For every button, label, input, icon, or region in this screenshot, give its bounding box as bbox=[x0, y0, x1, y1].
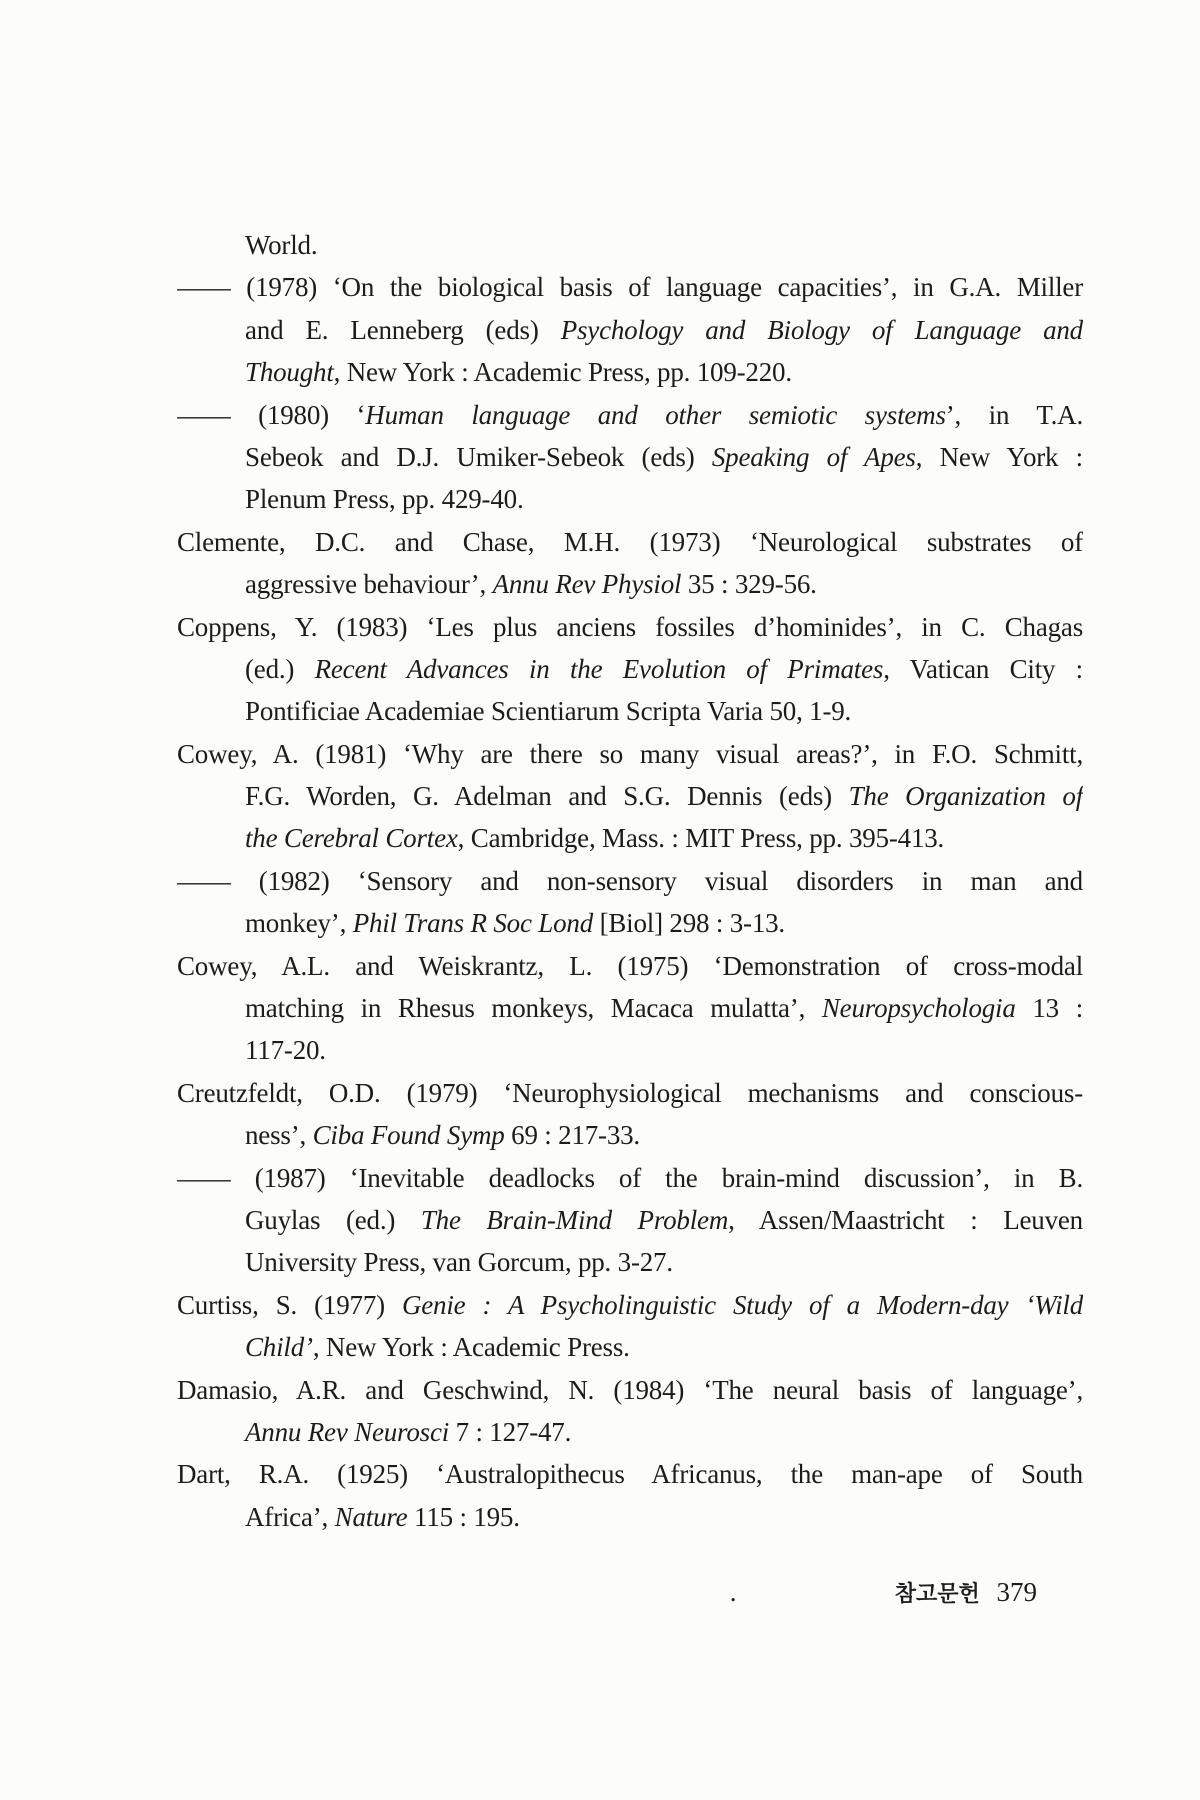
reference-line bbox=[177, 224, 1083, 266]
reference-text: 69 : 217-33. bbox=[504, 1120, 640, 1151]
reference-line bbox=[177, 563, 1083, 605]
reference-text: Africa’, bbox=[245, 1501, 335, 1532]
reference-text: Clemente, D.C. and Chase, M.H. (1973) ‘Neurological substrates of bbox=[177, 526, 1083, 557]
reference-text: 35 : 329-56. bbox=[681, 569, 817, 600]
italic-title-text: Neuropsychologia bbox=[821, 993, 1016, 1024]
reference-line bbox=[177, 733, 1083, 775]
reference-text: ness’, bbox=[245, 1120, 313, 1151]
italic-title-text: Genie : A Psycholinguistic Study of a Modern-day ‘Wild bbox=[401, 1289, 1083, 1320]
reference-text: aggressive behaviour’, bbox=[245, 569, 493, 600]
reference-text: and E. Lenneberg (eds) bbox=[245, 314, 561, 345]
italic-title-text: Nature bbox=[334, 1501, 408, 1532]
reference-line bbox=[177, 351, 1083, 393]
reference-text: [Biol] 298 : 3-13. bbox=[593, 908, 785, 939]
reference-text: ’, in T.A. bbox=[945, 399, 1083, 430]
reference-text: Cowey, A.L. and Weiskrantz, L. (1975) ‘Demonstration of cross-modal bbox=[177, 950, 1083, 981]
italic-title-text: Human language and other semiotic systems bbox=[365, 399, 946, 430]
reference-text: Cowey, A. (1981) ‘Why are there so many visual areas?’, in F.O. Schmitt, bbox=[177, 738, 1083, 769]
reference-text: , New York : Academic Press, pp. 109-220. bbox=[333, 357, 792, 388]
reference-text: , Cambridge, Mass. : MIT Press, pp. 395-413. bbox=[457, 823, 945, 854]
reference-line bbox=[177, 1157, 1083, 1199]
reference-line bbox=[177, 1241, 1083, 1283]
reference-text: Damasio, A.R. and Geschwind, N. (1984) ‘The neural basis of language’, bbox=[177, 1374, 1083, 1405]
italic-title-text: Annu Rev Physiol bbox=[492, 569, 682, 600]
reference-line bbox=[177, 945, 1083, 987]
reference-text: 117-20. bbox=[245, 1035, 326, 1066]
reference-text: (ed.) bbox=[245, 653, 315, 684]
reference-line bbox=[177, 266, 1083, 308]
reference-text: —— (1978) ‘On the biological basis of language capacities’, in G.A. Miller bbox=[177, 272, 1083, 303]
reference-text: 13 : bbox=[1015, 993, 1083, 1024]
italic-title-text: the Cerebral Cortex bbox=[245, 823, 458, 854]
reference-line bbox=[177, 394, 1083, 436]
reference-line bbox=[177, 1496, 1083, 1538]
italic-title-text: The Brain-Mind Problem bbox=[420, 1204, 729, 1235]
reference-line bbox=[177, 1114, 1083, 1156]
reference-line bbox=[177, 775, 1083, 817]
reference-text: , Assen/Maastricht : Leuven bbox=[728, 1204, 1083, 1235]
reference-text: , New York : bbox=[915, 441, 1083, 472]
italic-title-text: Child’ bbox=[245, 1332, 313, 1363]
reference-text: Plenum Press, pp. 429-40. bbox=[245, 484, 524, 515]
reference-text: matching in Rhesus monkeys, Macaca mulatta’, bbox=[245, 993, 822, 1024]
italic-title-text: Phil Trans R Soc Lond bbox=[352, 908, 594, 939]
reference-line bbox=[177, 1326, 1083, 1368]
reference-text: 7 : 127-47. bbox=[449, 1416, 572, 1447]
reference-text: Sebeok and D.J. Umiker-Sebeok (eds) bbox=[245, 441, 712, 472]
italic-title-text: Annu Rev Neurosci bbox=[245, 1416, 450, 1447]
reference-text: —— (1982) ‘Sensory and non-sensory visual disorders in man and bbox=[177, 865, 1083, 896]
reference-line bbox=[177, 902, 1083, 944]
reference-line bbox=[177, 690, 1083, 732]
italic-title-text: Ciba Found Symp bbox=[312, 1120, 505, 1151]
reference-line bbox=[177, 521, 1083, 563]
italic-title-text: The Organization of bbox=[848, 781, 1083, 812]
reference-text: University Press, van Gorcum, pp. 3-27. bbox=[245, 1247, 673, 1278]
reference-line bbox=[177, 436, 1083, 478]
page-footer bbox=[729, 1572, 1037, 1615]
reference-text: World. bbox=[245, 230, 318, 260]
reference-line bbox=[177, 987, 1083, 1029]
reference-line bbox=[177, 1284, 1083, 1326]
reference-text: —— (1980) ‘ bbox=[177, 399, 366, 430]
reference-line bbox=[177, 817, 1083, 859]
reference-text: monkey’, bbox=[245, 908, 353, 939]
reference-line bbox=[177, 478, 1083, 520]
reference-line bbox=[177, 648, 1083, 690]
reference-text: Pontificiae Academiae Scientiarum Scripta Varia 50, 1-9. bbox=[245, 696, 852, 727]
stray-mark: . bbox=[729, 1577, 737, 1607]
reference-text: 115 : 195. bbox=[407, 1501, 520, 1532]
reference-line bbox=[177, 606, 1083, 648]
reference-text: , Vatican City : bbox=[883, 653, 1083, 684]
italic-title-text: Thought bbox=[245, 357, 334, 388]
reference-line bbox=[177, 309, 1083, 351]
reference-text: Creutzfeldt, O.D. (1979) ‘Neurophysiological mechanisms and conscious- bbox=[177, 1077, 1083, 1108]
reference-text: Guylas (ed.) bbox=[245, 1204, 421, 1235]
reference-line bbox=[177, 1029, 1083, 1071]
reference-text: F.G. Worden, G. Adelman and S.G. Dennis (eds) bbox=[245, 781, 849, 812]
reference-text: Coppens, Y. (1983) ‘Les plus anciens fossiles d’hominides’, in C. Chagas bbox=[177, 611, 1083, 642]
reference-line bbox=[177, 1411, 1083, 1453]
reference-line bbox=[177, 1199, 1083, 1241]
italic-title-text: Recent Advances in the Evolution of Primates bbox=[314, 653, 884, 684]
reference-line bbox=[177, 860, 1083, 902]
reference-list bbox=[177, 224, 1083, 1538]
reference-text: Curtiss, S. (1977) bbox=[177, 1289, 402, 1320]
reference-text: , New York : Academic Press. bbox=[312, 1332, 630, 1363]
section-title: 참고문헌 bbox=[894, 1582, 980, 1607]
reference-line bbox=[177, 1453, 1083, 1495]
italic-title-text: Psychology and Biology of Language and bbox=[560, 314, 1083, 345]
page-number: 379 bbox=[996, 1577, 1037, 1607]
reference-text: —— (1987) ‘Inevitable deadlocks of the brain-mind discussion’, in B. bbox=[177, 1162, 1083, 1193]
italic-title-text: Speaking of Apes bbox=[711, 441, 916, 472]
reference-text: Dart, R.A. (1925) ‘Australopithecus Africanus, the man-ape of South bbox=[177, 1459, 1083, 1490]
reference-line bbox=[177, 1072, 1083, 1114]
reference-line bbox=[177, 1369, 1083, 1411]
